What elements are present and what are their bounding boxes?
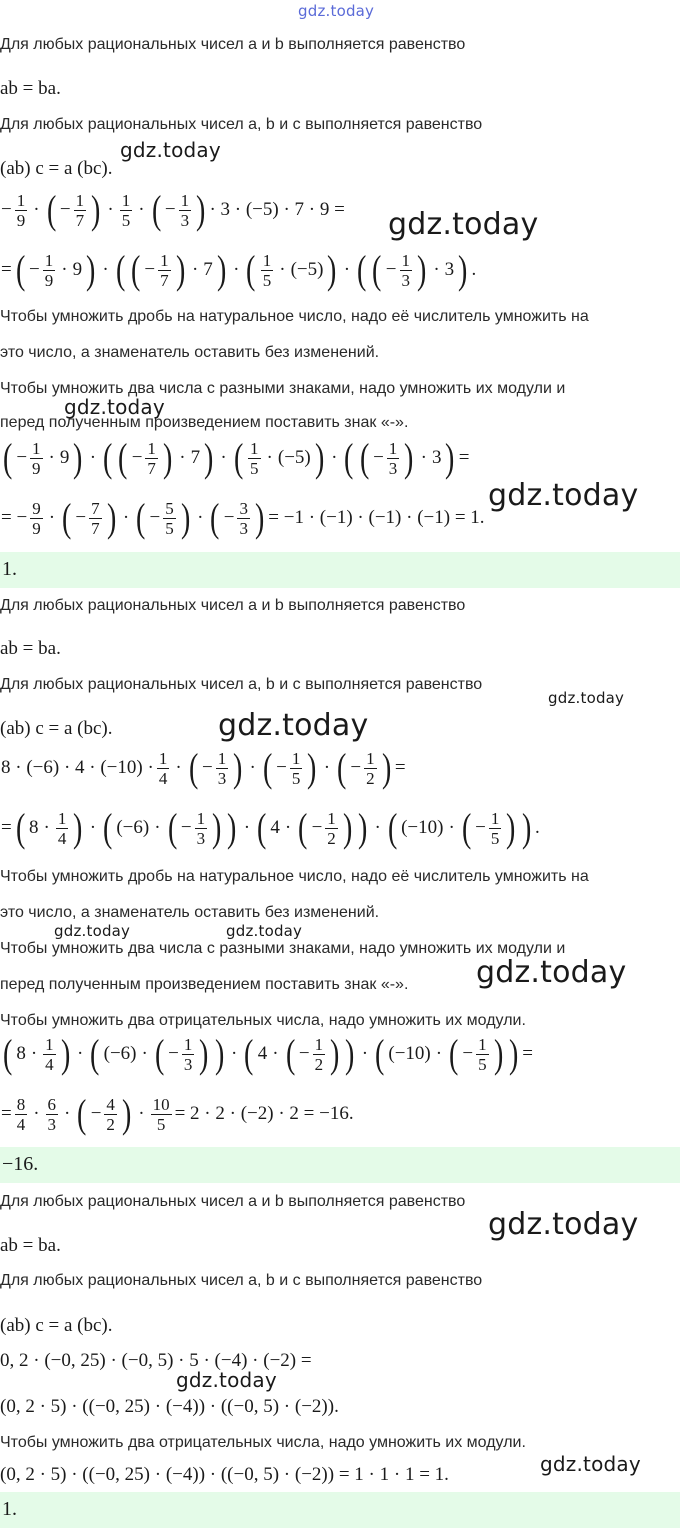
rule-diff-signs-1: Чтобы умножить два числа с разными знаками, надо умножить их модули и (0, 380, 566, 397)
problem-3-result: (0, 2 · 5) · ((−0, 25) · (−4)) · ((−0, 5) · (−2)) = 1 · 1 · 1 = 1. (0, 1464, 449, 1485)
rule-commutative: Для любых рациональных чисел a и b выполняется равенство (0, 36, 466, 53)
rule-diff-signs-2: перед полученным произведением поставить знак «-». (0, 414, 409, 431)
problem-2-expression: 8 · (−6) · 4 · (−10) · 1 4 · ( − $\frac{1}{3}$ ) · ( − $\frac{1}{5}$ ) · ( − $\frac{1}{2}$ ) = (1, 745, 406, 790)
rule-commutative: Для любых рациональных чисел a и b выполняется равенство (0, 597, 466, 614)
watermark: gdz.today (218, 708, 369, 743)
rule-commutative: Для любых рациональных чисел a и b выполняется равенство (0, 1193, 466, 1210)
problem-2-grouping: = ( 8 · 1 4 ) · ( (−6) · ( − $\frac{1}{3}$ ) ) · ( 4 · ( − $\frac{1}{2}$ ) ) · ( (−10) · ( − $\frac{1}{5}$ ) ) . (1, 805, 540, 850)
rule-fraction-natural-1: Чтобы умножить дробь на натуральное число, надо её числитель умножить на (0, 308, 589, 325)
answer-1: 1. (0, 552, 680, 588)
formula-commutative: ab = ba. (0, 78, 61, 99)
watermark: gdz.today (120, 138, 221, 162)
rule-associative: Для любых рациональных чисел a, b и c выполняется равенство (0, 676, 483, 693)
rule-associative: Для любых рациональных чисел a, b и c выполняется равенство (0, 116, 483, 133)
rule-fraction-natural-2: это число, а знаменатель оставить без изменений. (0, 344, 380, 361)
problem-1-result: = − $\frac{9}{9}$ · ( − $\frac{7}{7}$ ) · ( − $\frac{5}{5}$ ) · ( − $\frac{3}{3}$ ) = −1 · (−1) · (−1) · (−1) = 1. (1, 495, 485, 540)
rule-fraction-natural-1: Чтобы умножить дробь на натуральное число, надо её числитель умножить на (0, 868, 589, 885)
watermark: gdz.today (476, 955, 627, 990)
watermark: gdz.today (488, 478, 639, 513)
watermark: gdz.today (176, 1368, 277, 1392)
watermark: gdz.today (54, 922, 131, 940)
problem-1-grouping-repeat: ( − $\frac{1}{9}$ · 9 ) · ( ( − $\frac{1}{7}$ ) · 7 ) · ( 1 5 · (−5) ) · ( ( − $\frac{1}{3}$ ) · 3 ) = (2, 435, 470, 480)
formula-commutative: ab = ba. (0, 1235, 61, 1256)
answer-3: 1. (0, 1492, 680, 1528)
answer-2: −16. (0, 1147, 680, 1183)
problem-3-grouping: (0, 2 · 5) · ((−0, 25) · (−4)) · ((−0, 5) · (−2)). (0, 1396, 339, 1417)
rule-two-negatives: Чтобы умножить два отрицательных числа, надо умножить их модули. (0, 1434, 526, 1451)
formula-associative: (ab) c = a (bc). (0, 158, 113, 179)
rule-associative: Для любых рациональных чисел a, b и c выполняется равенство (0, 1272, 483, 1289)
rule-diff-signs-2: перед полученным произведением поставить знак «-». (0, 976, 409, 993)
formula-commutative: ab = ba. (0, 638, 61, 659)
watermark: gdz.today (226, 922, 303, 940)
watermark: gdz.today (298, 2, 375, 20)
rule-two-negatives: Чтобы умножить два отрицательных числа, надо умножить их модули. (0, 1012, 526, 1029)
problem-1-grouping: = ( − $\frac{1}{9}$ · 9 ) · ( ( − $\frac{1}{7}$ ) · 7 ) · ( 1 5 · (−5) ) · ( ( − $\frac{1}{3}$ ) · 3 ) . (1, 247, 477, 292)
rule-diff-signs-1: Чтобы умножить два числа с разными знаками, надо умножить их модули и (0, 940, 566, 957)
watermark: gdz.today (548, 689, 625, 707)
problem-1-expression: − $\frac{1}{9}$ · ( − $\frac{1}{7}$ ) · 1 5 · ( − $\frac{1}{3}$ ) · 3 · (−5) · 7 · 9 = (1, 187, 345, 232)
watermark: gdz.today (64, 395, 165, 419)
rule-fraction-natural-2: это число, а знаменатель оставить без изменений. (0, 904, 380, 921)
watermark: gdz.today (540, 1452, 641, 1476)
formula-associative: (ab) c = a (bc). (0, 718, 113, 739)
watermark: gdz.today (488, 1207, 639, 1242)
watermark: gdz.today (388, 207, 539, 242)
problem-2-result: = $\frac{8}{4}$ · 6 3 · ( − $\frac{4}{2}$ ) · $\frac{10}{5}$ = 2 · 2 · (−2) · 2 = −16. (1, 1091, 354, 1136)
problem-2-grouping-repeat: ( 8 · 1 4 ) · ( (−6) · ( − $\frac{1}{3}$ ) ) · ( 4 · ( − $\frac{1}{2}$ ) ) · ( (−10) · ( − $\frac{1}{5}$ ) ) = (2, 1031, 534, 1076)
problem-3-expression: 0, 2 · (−0, 25) · (−0, 5) · 5 · (−4) · (−2) = (0, 1350, 312, 1371)
formula-associative: (ab) c = a (bc). (0, 1315, 113, 1336)
